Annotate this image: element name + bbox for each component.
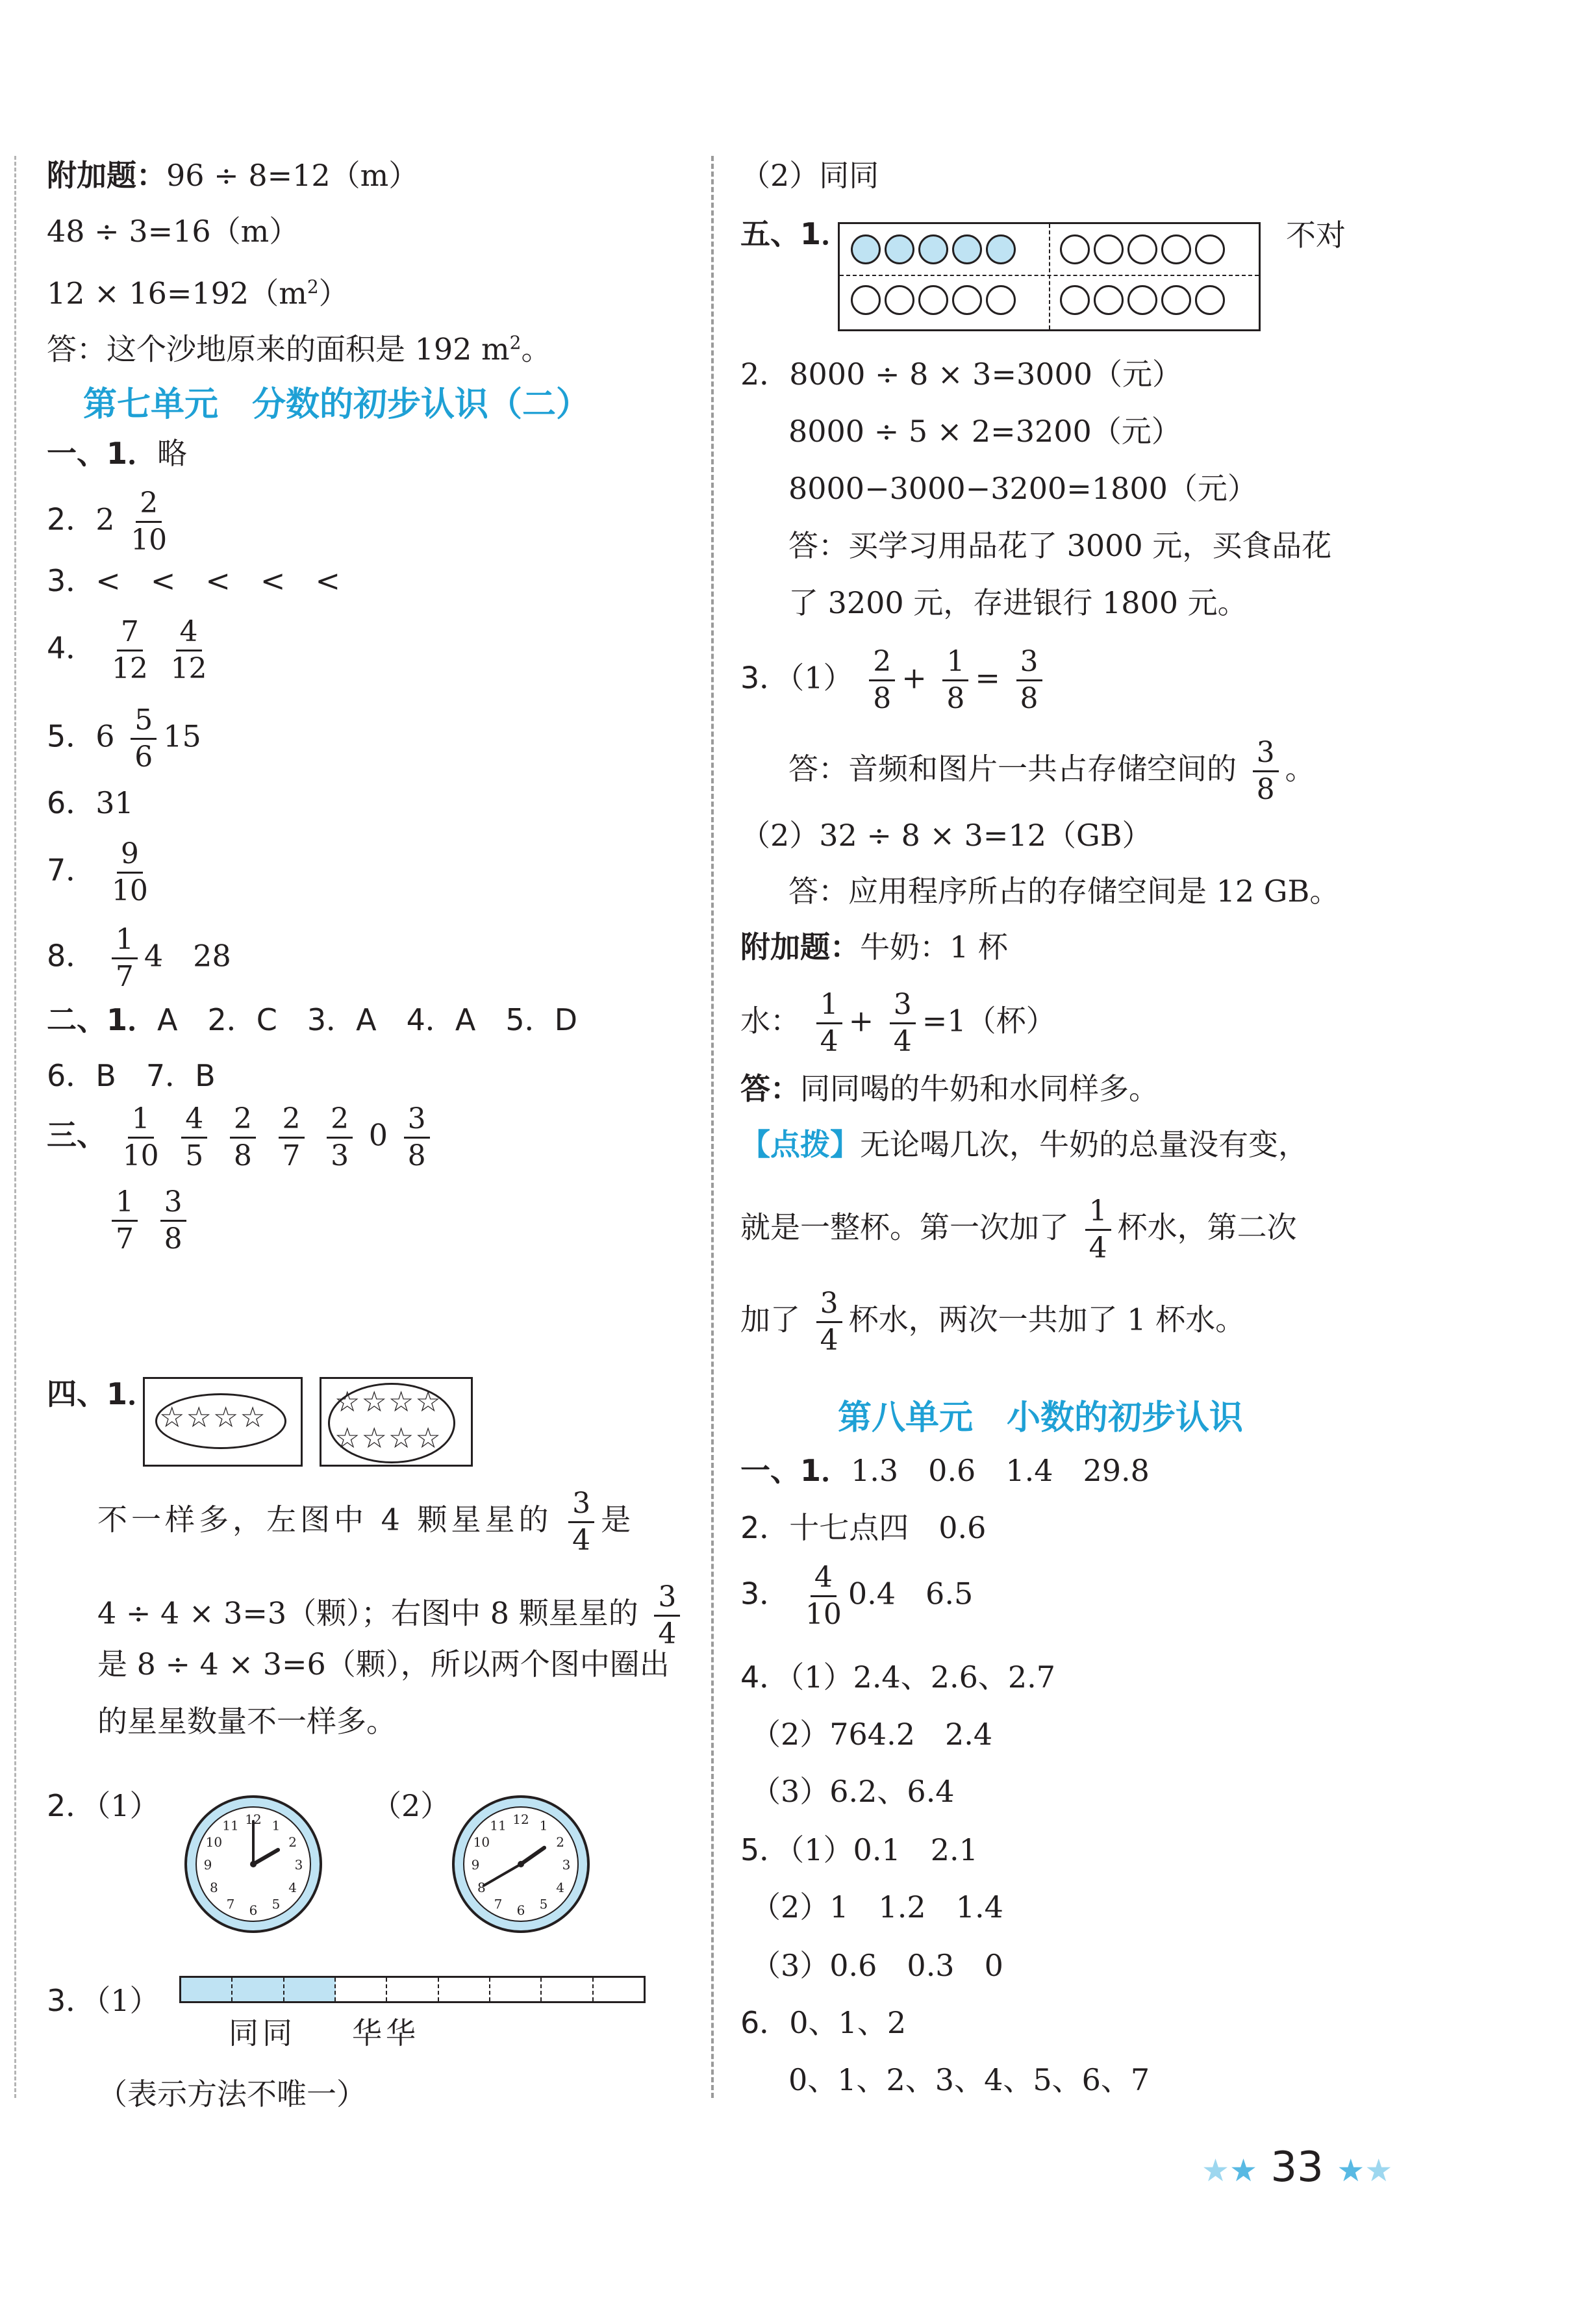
s9: （3）0.6 0.3 0 (751, 1948, 1003, 1983)
clock-1 (182, 1793, 325, 1936)
s3: 3． $\frac{4}{10}$ 0.4 6.5 (740, 1561, 974, 1631)
clock-numeral: 6 (249, 1902, 258, 1918)
clock-numeral: 2 (556, 1834, 564, 1850)
s10: 6．0、1、2 (740, 2005, 907, 2040)
fraction: $\frac{5}{6}$ (131, 703, 157, 775)
r2-tail: 不对 (1286, 218, 1346, 253)
r4: 8000 ÷ 5 × 2=3200（元） (788, 414, 1181, 449)
q7: 7． $\frac{9}{10}$ (47, 837, 148, 907)
r10: （2）32 ÷ 8 × 3=12（GB） (740, 818, 1152, 853)
q10: 6．B 7．B (47, 1058, 216, 1093)
q11-row2 (105, 1185, 193, 1257)
fraction: $\frac{1}{4}$ (1085, 1194, 1111, 1266)
r8: 3．（1） $\frac{2}{8}$ + $\frac{1}{8}$ = $\frac{3}{8}$ (740, 644, 1049, 716)
r13: 水： $\frac{1}{4}$ + $\frac{3}{4}$ =1（杯） (740, 988, 1056, 1058)
s11: 0、1、2、3、4、5、6、7 (788, 2062, 1150, 2097)
unit7-title: 第七单元 分数的初步认识（二） (83, 385, 590, 424)
s7: 5．（1）0.1 2.1 (740, 1832, 978, 1867)
q12-text2: 4 ÷ 4 × 3=3（颗）；右图中 8 颗星星的 $\frac{3}{4}$ (97, 1580, 686, 1652)
q9: 二、1．A 2．C 3．A 4．A 5．D (47, 1002, 578, 1037)
fraction: $\frac{2}{8}$ (230, 1102, 256, 1174)
s6: （3）6.2、6.4 (751, 1774, 955, 1809)
clock-numeral: 3 (562, 1857, 571, 1873)
fraction: $\frac{1}{10}$ (122, 1102, 159, 1172)
extra-line-3: $12 \times 16=192(m^2)$ (47, 275, 349, 311)
q1: 一、1．略 (47, 436, 188, 471)
s4: 4．（1）2.4、2.6、2.7 (740, 1660, 1056, 1695)
r2-label: 五、1． (740, 216, 851, 251)
circles-box (838, 222, 1261, 331)
star-icon: ★ (1229, 2153, 1258, 2189)
clock-numeral: 6 (516, 1902, 525, 1918)
q2: 2．2 $\frac{2}{10}$ (47, 486, 168, 557)
s1: 一、1．1.3 0.6 1.4 29.8 (740, 1453, 1150, 1488)
fraction: $\frac{3}{4}$ (890, 987, 916, 1059)
q6: 6．31 (47, 785, 134, 820)
fraction: $\frac{2}{10}$ (131, 486, 168, 557)
r16: 就是一整杯。第一次加了 $\frac{1}{4}$ 杯水，第二次 (740, 1194, 1297, 1265)
unit8-title: 第八单元 小数的初步认识 (838, 1398, 1244, 1437)
star-icon: ★ (1337, 2153, 1365, 2189)
r5: 8000−3000−3200=1800（元） (788, 471, 1257, 506)
strip-bar (179, 1976, 646, 2003)
label-huahua: 华华 (352, 2015, 420, 2051)
fraction: $\frac{3}{4}$ (568, 1486, 594, 1558)
stars-right: ☆☆☆☆ ☆☆☆☆ (334, 1385, 442, 1455)
extra-line-2: 48 ÷ 3=16（m） (47, 214, 299, 249)
r6: 答：买学习用品花了 3000 元，买食品花 (788, 528, 1332, 563)
q13: 2．（1） (47, 1788, 160, 1823)
r11: 答：应用程序所占的存储空间是 12 GB。 (788, 874, 1340, 909)
clock-numeral: 11 (490, 1817, 507, 1834)
fraction: $\frac{3}{8}$ (404, 1102, 430, 1174)
q14: 3．（1） (47, 1983, 160, 2018)
extra-line-1: 附加题：96 ÷ 8=12（m） (47, 158, 419, 193)
fraction: $\frac{1}{7}$ (112, 922, 138, 994)
q14-note: （表示方法不唯一） (97, 2077, 366, 2112)
clock-2 (449, 1793, 592, 1936)
q3: 3．< < < < < (47, 563, 340, 598)
q12-label: 四、1． (47, 1376, 158, 1411)
clock-numeral: 11 (222, 1817, 239, 1834)
fraction: $\frac{1}{7}$ (112, 1185, 138, 1257)
fraction: $\frac{1}{4}$ (816, 987, 842, 1059)
fraction: $\frac{4}{5}$ (181, 1102, 207, 1174)
clock-numeral: 1 (271, 1817, 281, 1834)
fraction: $\frac{3}{8}$ (1016, 644, 1042, 716)
s8: （2）1 1.2 1.4 (751, 1889, 1003, 1925)
fraction: $\frac{3}{8}$ (1253, 735, 1279, 807)
left-margin-rule (14, 156, 16, 2098)
fraction: $\frac{3}{8}$ (160, 1185, 186, 1257)
stars-right-box (320, 1377, 473, 1467)
q8: 8． $\frac{1}{7}$ 4 28 (47, 923, 231, 993)
clock-numeral: 2 (288, 1834, 297, 1850)
label-tongtong: 同同 (229, 2015, 296, 2051)
clock-numeral: 12 (245, 1812, 262, 1827)
clock-numeral: 8 (210, 1880, 218, 1895)
s2: 2．十七点四 0.6 (740, 1510, 987, 1545)
r12: 附加题：牛奶：1 杯 (740, 929, 1008, 965)
q4: 4． $\frac{7}{12}$ $\frac{4}{12}$ (47, 615, 207, 685)
q11: 三、 $\frac{1}{10}$ $\frac{4}{5}$ $\frac{2}{8}$ $\frac{2}{7}$ $\frac{2}{3}$ 0 $\frac{3}{8}$ (47, 1102, 436, 1174)
clock-numeral: 3 (294, 1857, 303, 1873)
fraction: $\frac{1}{8}$ (942, 644, 968, 716)
r9: 答：音频和图片一共占存储空间的 $\frac{3}{8}$ 。 (788, 736, 1315, 806)
q12-text1: 不一样多，左图中 4 颗星星的 $\frac{3}{4}$ 是 (97, 1487, 631, 1557)
r17: 加了 $\frac{3}{4}$ 杯水，两次一共加了 1 杯水。 (740, 1287, 1246, 1357)
star-icon: ★ (1202, 2153, 1230, 2189)
q13-p2: （2） (371, 1788, 451, 1823)
clock-numeral: 5 (271, 1896, 281, 1912)
stars-left-box (143, 1377, 303, 1467)
r1: （2）同同 (740, 158, 879, 193)
clock-numeral: 9 (471, 1857, 480, 1873)
clock-numeral: 12 (512, 1812, 529, 1827)
column-divider (711, 156, 714, 2098)
s5: （2）764.2 2.4 (751, 1717, 993, 1752)
r14: 答：同同喝的牛奶和水同样多。 (740, 1071, 1159, 1106)
clock-numeral: 4 (556, 1880, 564, 1895)
fraction: $\frac{4}{10}$ (805, 1561, 842, 1631)
r3: 2．8000 ÷ 8 × 3=3000（元） (740, 357, 1183, 392)
r7: 了 3200 元，存进银行 1800 元。 (788, 585, 1248, 620)
clock-numeral: 5 (539, 1896, 548, 1912)
fraction: $\frac{2}{8}$ (869, 644, 895, 716)
q12-text3: 是 8 ÷ 4 × 3=6（颗），所以两个图中圈出 (97, 1647, 670, 1682)
clock-numeral: 7 (226, 1896, 235, 1912)
r15: 【点拨】无论喝几次，牛奶的总量没有变， (740, 1127, 1308, 1162)
fraction: $\frac{9}{10}$ (111, 837, 148, 907)
fraction: $\frac{3}{4}$ (654, 1580, 680, 1652)
page-number: ★★ 33 ★★ (1202, 2143, 1393, 2191)
fraction: $\frac{3}{4}$ (816, 1286, 842, 1358)
extra-answer: 答：这个沙地原来的面积是 192 $m^2$。 (47, 331, 551, 367)
clock-numeral: 8 (477, 1880, 486, 1895)
clock-numeral: 9 (203, 1857, 212, 1873)
clock-numeral: 10 (205, 1834, 223, 1850)
stars-left: ☆☆☆☆ (159, 1401, 267, 1434)
clock-numeral: 1 (539, 1817, 548, 1834)
star-icon: ★ (1365, 2153, 1393, 2189)
fraction: $\frac{7}{12}$ (111, 615, 148, 685)
clock-numeral: 7 (494, 1896, 503, 1912)
fraction: $\frac{2}{3}$ (327, 1102, 353, 1174)
clock-numeral: 10 (473, 1834, 490, 1850)
fraction: $\frac{2}{7}$ (279, 1102, 305, 1174)
q5: 5．6 $\frac{5}{6}$ 15 (47, 703, 201, 774)
fraction: $\frac{4}{12}$ (170, 615, 207, 685)
clock-numeral: 4 (288, 1880, 297, 1895)
q12-text4: 的星星数量不一样多。 (97, 1704, 396, 1739)
